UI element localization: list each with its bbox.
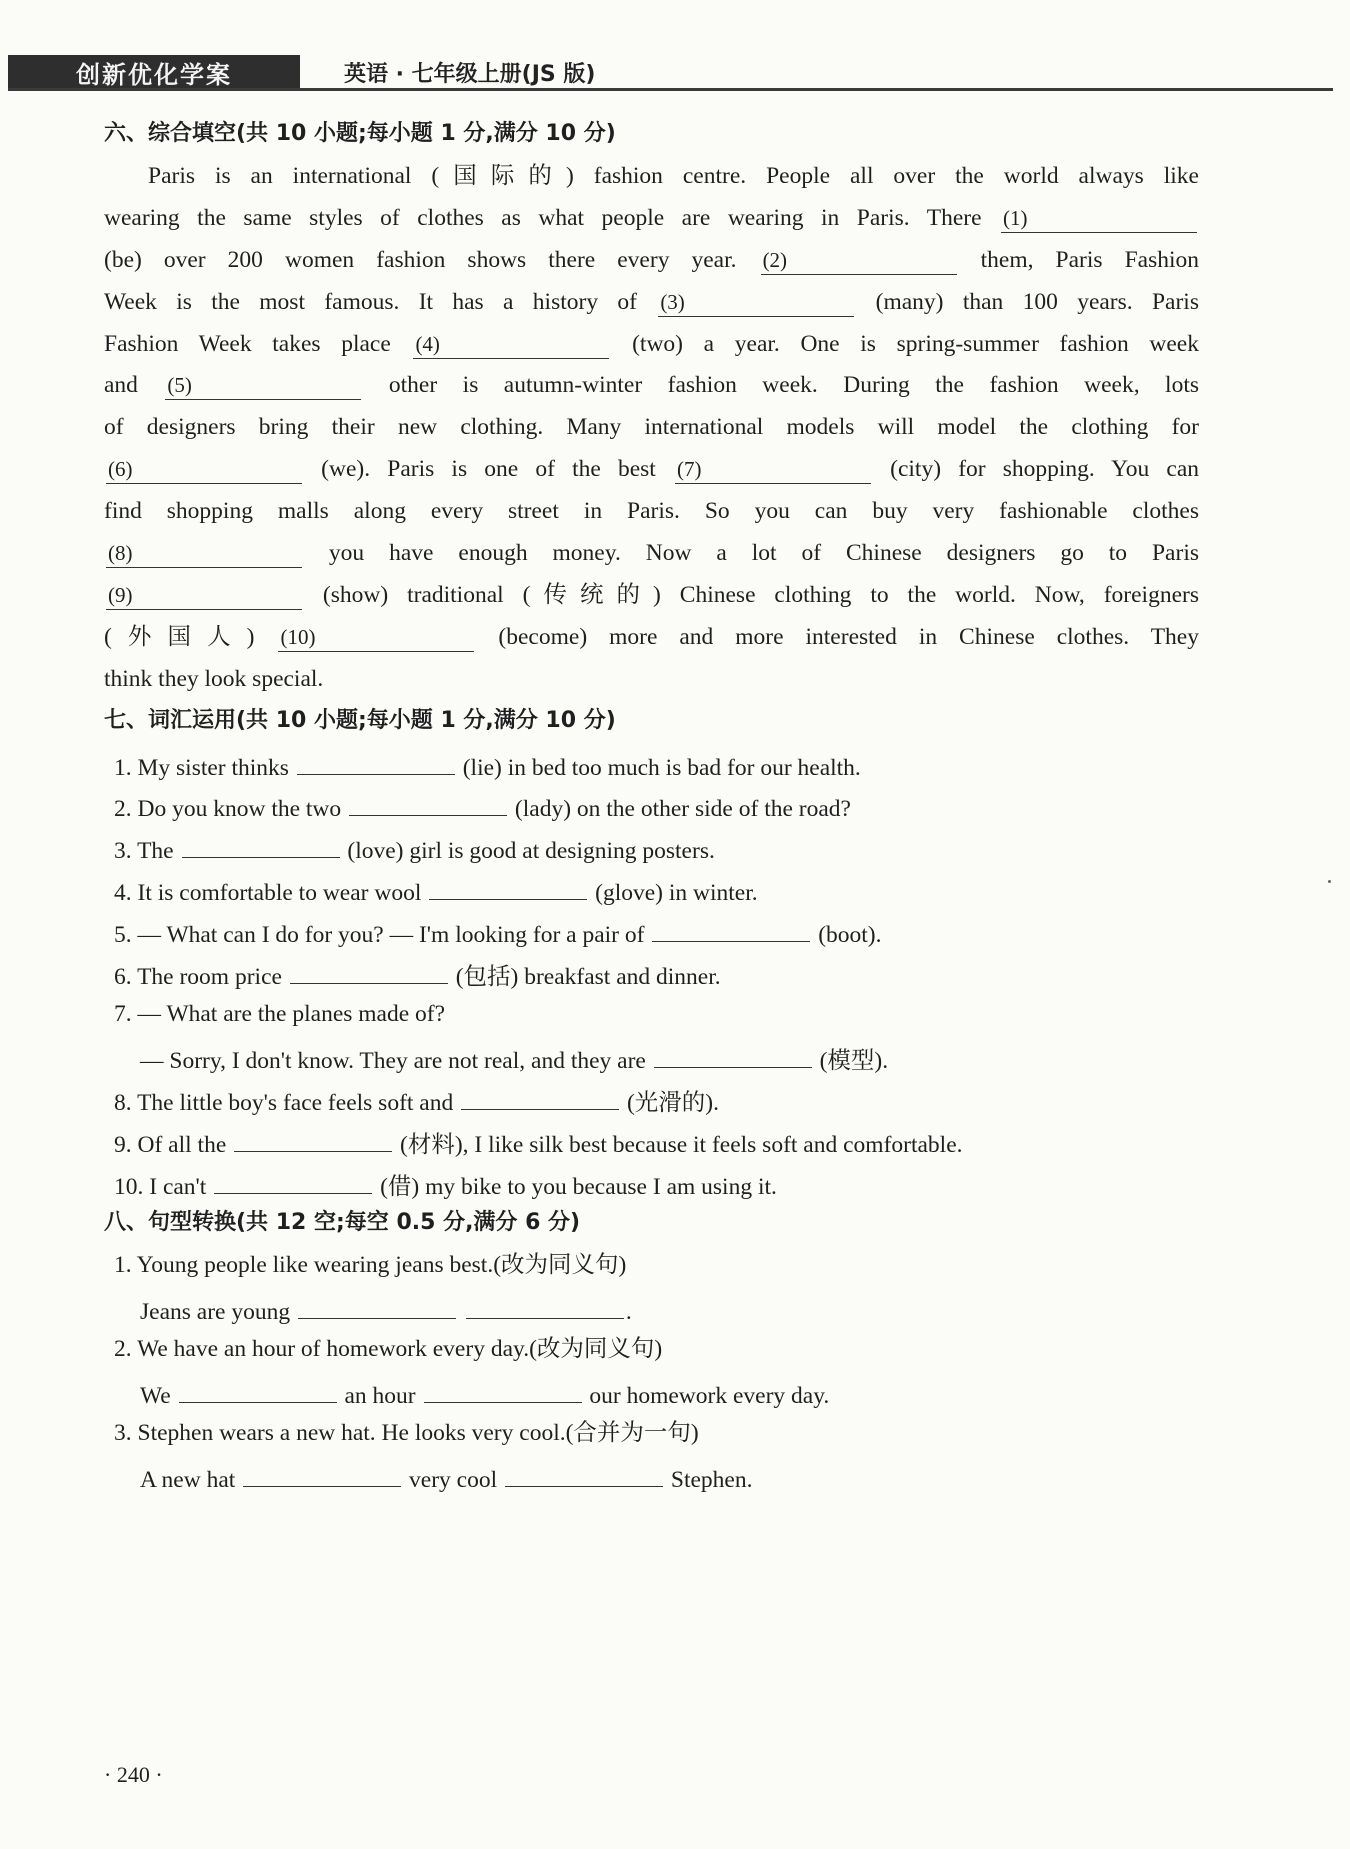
section8-heading: 八、句型转换(共 12 空;每空 0.5 分,满分 6 分) [104,1210,581,1236]
answer-blank[interactable] [1001,205,1197,233]
blank-number: (6) [108,457,133,482]
line-text: (we). Paris is one of the best [304,456,673,483]
line-text: of designers bring their new clothing. Many international models will model the clothing for [104,414,1199,441]
answer-blank[interactable] [278,624,474,652]
section6-heading: 六、综合填空(共 10 小题;每小题 1 分,满分 10 分) [104,121,616,146]
line-text: 2. Do you know the two [114,796,348,823]
blank-number: (10) [280,624,316,649]
line-text: (lady) on the other side of the road? [509,796,851,823]
line-text: (show) traditional (传统的) Chinese clothing to the world. Now, foreigners [304,581,1199,608]
line-text: (become) more and more interested in Chinese clothes. They [476,623,1199,650]
line-text: (love) girl is good at designing posters. [341,838,715,865]
section8-line [114,1333,662,1365]
section6-line [104,244,1199,276]
answer-blank[interactable] [106,540,302,568]
line-text: 1. My sister thinks [114,754,295,781]
section7-line [114,830,715,865]
answer-blank[interactable] [413,331,609,359]
line-text: Paris is an international (国际的) fashion centre. People all over the world always like [148,162,1199,189]
line-text: 6. The room price [114,964,288,990]
section6-line [104,202,1199,234]
line-text: Fashion Week takes place [104,330,412,357]
line-text: them, Paris Fashion [958,246,1199,273]
section6-line [104,621,1199,653]
line-text: think they look special. [104,665,324,692]
section7-line [114,747,861,779]
line-text: (光滑的). [621,1089,720,1116]
section8-line [114,1417,699,1449]
section7-line [114,1124,963,1156]
book-title: 英语 · 七年级上册(JS 版) [344,61,596,87]
page-number: · 240 · [104,1762,163,1787]
answer-blank[interactable] [675,456,871,484]
line-text: (be) over 200 women fashion shows there every year. [104,246,759,273]
page-header [8,55,595,89]
answer-blank[interactable] [106,582,302,610]
line-text: 1. Young people like wearing jeans best.(改为同义句) [114,1252,627,1279]
line-text: 7. — What are the planes made of? [114,1000,446,1027]
section7-line [140,1040,888,1072]
line-text: 5. — What can I do for you? — I'm looking for a pair of [114,922,651,949]
line-text: 9. Of all the [114,1131,233,1158]
line-text: (外国人) [104,623,277,650]
blank-number: (1) [1003,205,1028,230]
section7-line [114,956,721,988]
line-text: (借) my bike to you because I am using it. [374,1173,777,1200]
blank-number: (8) [108,541,133,565]
answer-blank[interactable] [214,1166,372,1194]
section6-line [104,579,1199,611]
line-text: (模型). [813,1047,889,1074]
line-text: wearing the same styles of clothes as what people are wearing in Paris. There [104,204,999,231]
section7-line [114,872,758,907]
blank-number: (4) [415,331,440,356]
line-text: an hour [338,1383,422,1409]
line-text: 10. I can't [114,1173,213,1200]
answer-blank[interactable] [761,247,957,275]
section8-line [114,1249,626,1281]
answer-blank[interactable] [658,289,854,317]
line-text: (包括) breakfast and dinner. [449,964,721,990]
line-text: you have enough money. Now a lot of Chinese designers go to Paris [304,540,1199,566]
answer-blank[interactable] [654,1040,812,1068]
line-text: Jeans are young [140,1299,296,1326]
brand-logo: 创新优化学案 [8,55,300,89]
line-text: and [104,372,164,399]
section6-line [104,286,1199,318]
section7-line [114,1166,777,1198]
line-text: (many) than 100 years. Paris [856,288,1199,315]
line-text: very cool [403,1466,504,1493]
line-text: . [625,1299,632,1326]
section7-line [114,788,851,823]
blank-number: (5) [167,373,192,398]
answer-blank[interactable] [461,1082,619,1110]
answer-blank[interactable] [290,956,448,984]
line-text: (city) for shopping. You can [872,456,1199,483]
answer-blank[interactable] [182,830,340,858]
line-text: We [140,1383,177,1409]
answer-blank[interactable] [466,1291,624,1319]
line-text: Week is the most famous. It has a history of [104,288,657,315]
answer-blank[interactable] [297,747,455,775]
answer-blank[interactable] [652,914,810,942]
section8-line [140,1375,829,1407]
section8-line [140,1459,752,1491]
section6-line [104,663,323,695]
line-text: A new hat [140,1466,242,1493]
header-rule [8,88,1333,91]
answer-blank[interactable] [505,1459,663,1487]
line-text: 4. It is comfortable to wear wool [114,880,428,907]
blank-number: (3) [660,289,685,314]
answer-blank[interactable] [179,1375,337,1403]
section6-line [104,495,1199,527]
line-text [458,1299,464,1325]
line-text: (two) a year. One is spring-summer fashion week [611,330,1199,357]
line-text: (材料), I like silk best because it feels soft and comfortable. [394,1131,963,1158]
line-text: 2. We have an hour of homework every day.(改为同义句) [114,1336,663,1363]
section8-line [140,1291,632,1326]
answer-blank[interactable] [243,1459,401,1487]
line-text: Stephen. [665,1466,753,1493]
section7-line [114,998,445,1030]
line-text: (lie) in bed too much is bad for our health. [456,754,861,781]
scan-speck [1328,880,1331,883]
blank-number: (7) [676,457,702,482]
answer-blank[interactable] [424,1375,582,1403]
section6-line [104,369,1199,401]
line-text: our homework every day. [583,1383,830,1409]
line-text: (glove) in winter. [589,880,758,907]
line-text: 8. The little boy's face feels soft and [114,1089,460,1116]
line-text: other is autumn-winter fashion week. During the fashion week, lots [363,372,1200,399]
section6-line [148,160,1199,192]
section7-line [114,1082,719,1114]
blank-number: (2) [762,247,788,272]
answer-blank[interactable] [234,1124,392,1152]
answer-blank[interactable] [106,456,302,484]
answer-blank[interactable] [165,372,361,400]
section6-line [104,453,1199,485]
blank-number: (9) [108,582,133,607]
section7-line [114,914,882,949]
section6-line [104,328,1199,360]
line-text: (boot). [812,922,882,949]
answer-blank[interactable] [349,788,507,816]
section7-heading: 七、词汇运用(共 10 小题;每小题 1 分,满分 10 分) [104,707,616,733]
line-text: 3. Stephen wears a new hat. He looks very cool.(合并为一句) [114,1419,699,1446]
line-text: find shopping malls along every street in Paris. So you can buy very fashionable clothes [104,498,1199,525]
section6-line [104,411,1199,443]
answer-blank[interactable] [429,872,587,900]
line-text: 3. The [114,838,180,865]
answer-blank[interactable] [298,1291,456,1319]
section6-line [104,537,1199,569]
line-text: — Sorry, I don't know. They are not real, and they are [140,1047,652,1074]
